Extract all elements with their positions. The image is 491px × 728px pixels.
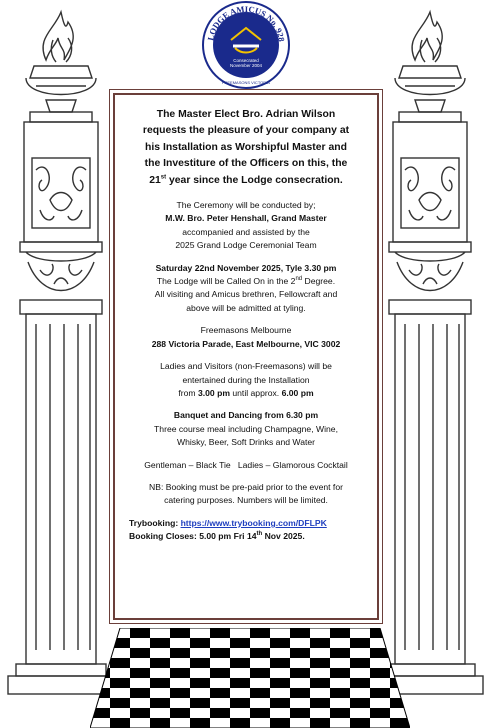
date-line-4: above will be admitted at tyling.: [186, 302, 306, 313]
ceremony-line-1: The Ceremony will be conducted by;: [176, 200, 316, 211]
headline-sup: st: [160, 174, 167, 181]
nb-line-1: NB: Booking must be pre-paid prior to the event for: [149, 481, 343, 492]
svg-text:LODGE AMICUS No. 928: LODGE AMICUS No. 928: [205, 3, 287, 43]
degree-sup: nd: [295, 276, 303, 283]
venue-address: 288 Victoria Parade, East Melbourne, VIC 3002: [151, 338, 341, 349]
invitation-card: [113, 93, 379, 620]
date-line-3: All visiting and Amicus brethren, Fellowcraft and: [154, 289, 338, 300]
banquet-section: [123, 409, 369, 449]
banquet-line-2: Three course meal including Champagne, Wine,: [154, 423, 338, 434]
headline-line-3: his Installation as Worshipful Master and: [145, 141, 347, 153]
svg-text:FREEMASONS VICTORIA: FREEMASONS VICTORIA: [222, 80, 270, 85]
ceremony-line-4: 2025 Grand Lodge Ceremonial Team: [175, 240, 317, 251]
ladies-line-1: Ladies and Visitors (non-Freemasons) will be: [160, 361, 332, 372]
booking-closes-a: Booking Closes: 5.00 pm Fri 14: [129, 531, 257, 542]
ladies-start-time: 3.00 pm: [197, 387, 230, 398]
lodge-seal-logo: [201, 0, 291, 90]
right-pillar: [375, 0, 485, 700]
banquet-heading: Banquet and Dancing from 6.30 pm: [173, 410, 319, 421]
headline-line-2: requests the pleasure of your company at: [142, 125, 350, 137]
headline-line-1: The Master Elect Bro. Adrian Wilson: [156, 109, 336, 120]
ladies-line-3a: from: [178, 387, 198, 398]
ladies-line-2: entertained during the Installation: [182, 374, 310, 385]
date-line-2b: Degree.: [302, 276, 336, 287]
ceremony-section: [123, 199, 369, 253]
svg-text:November 2004: November 2004: [229, 63, 263, 68]
checkered-floor: [90, 628, 410, 728]
banquet-line-3: Whisky, Beer, Soft Drinks and Water: [176, 437, 316, 448]
closes-sup: th: [256, 531, 263, 538]
headline-line-4: the Investiture of the Officers on this, the: [144, 158, 348, 170]
trybooking-link[interactable]: https://www.trybooking.com/DFLPK: [180, 517, 327, 528]
nb-section: [123, 481, 369, 508]
booking-closes-b: Nov 2025.: [262, 531, 305, 542]
date-line-2a: The Lodge will be Called On in the 2: [156, 276, 296, 287]
invitation-headline: [123, 107, 369, 189]
venue-name: Freemasons Melbourne: [200, 325, 292, 336]
dress-code: Gentleman – Black Tie Ladies – Glamorous Cocktail: [144, 459, 348, 470]
nb-line-2: catering purposes. Numbers will be limited.: [164, 495, 328, 506]
headline-line-5b: year since the Lodge consecration.: [166, 174, 343, 186]
left-pillar: [6, 0, 116, 700]
event-date-line: Saturday 22nd November 2025, Tyle 3.30 pm: [155, 262, 337, 273]
ceremony-line-3: accompanied and assisted by the: [182, 226, 310, 237]
venue-section: [123, 324, 369, 351]
date-section: [123, 262, 369, 316]
svg-text:Consecrated: Consecrated: [233, 58, 259, 63]
trybooking-label: Trybooking:: [129, 517, 181, 528]
booking-section: [129, 517, 369, 544]
ladies-line-3c: until approx.: [229, 387, 282, 398]
ladies-end-time: 6.00 pm: [281, 387, 314, 398]
headline-line-5a: 21: [149, 174, 161, 186]
ladies-section: [123, 360, 369, 400]
grand-master-line: M.W. Bro. Peter Henshall, Grand Master: [165, 213, 327, 224]
